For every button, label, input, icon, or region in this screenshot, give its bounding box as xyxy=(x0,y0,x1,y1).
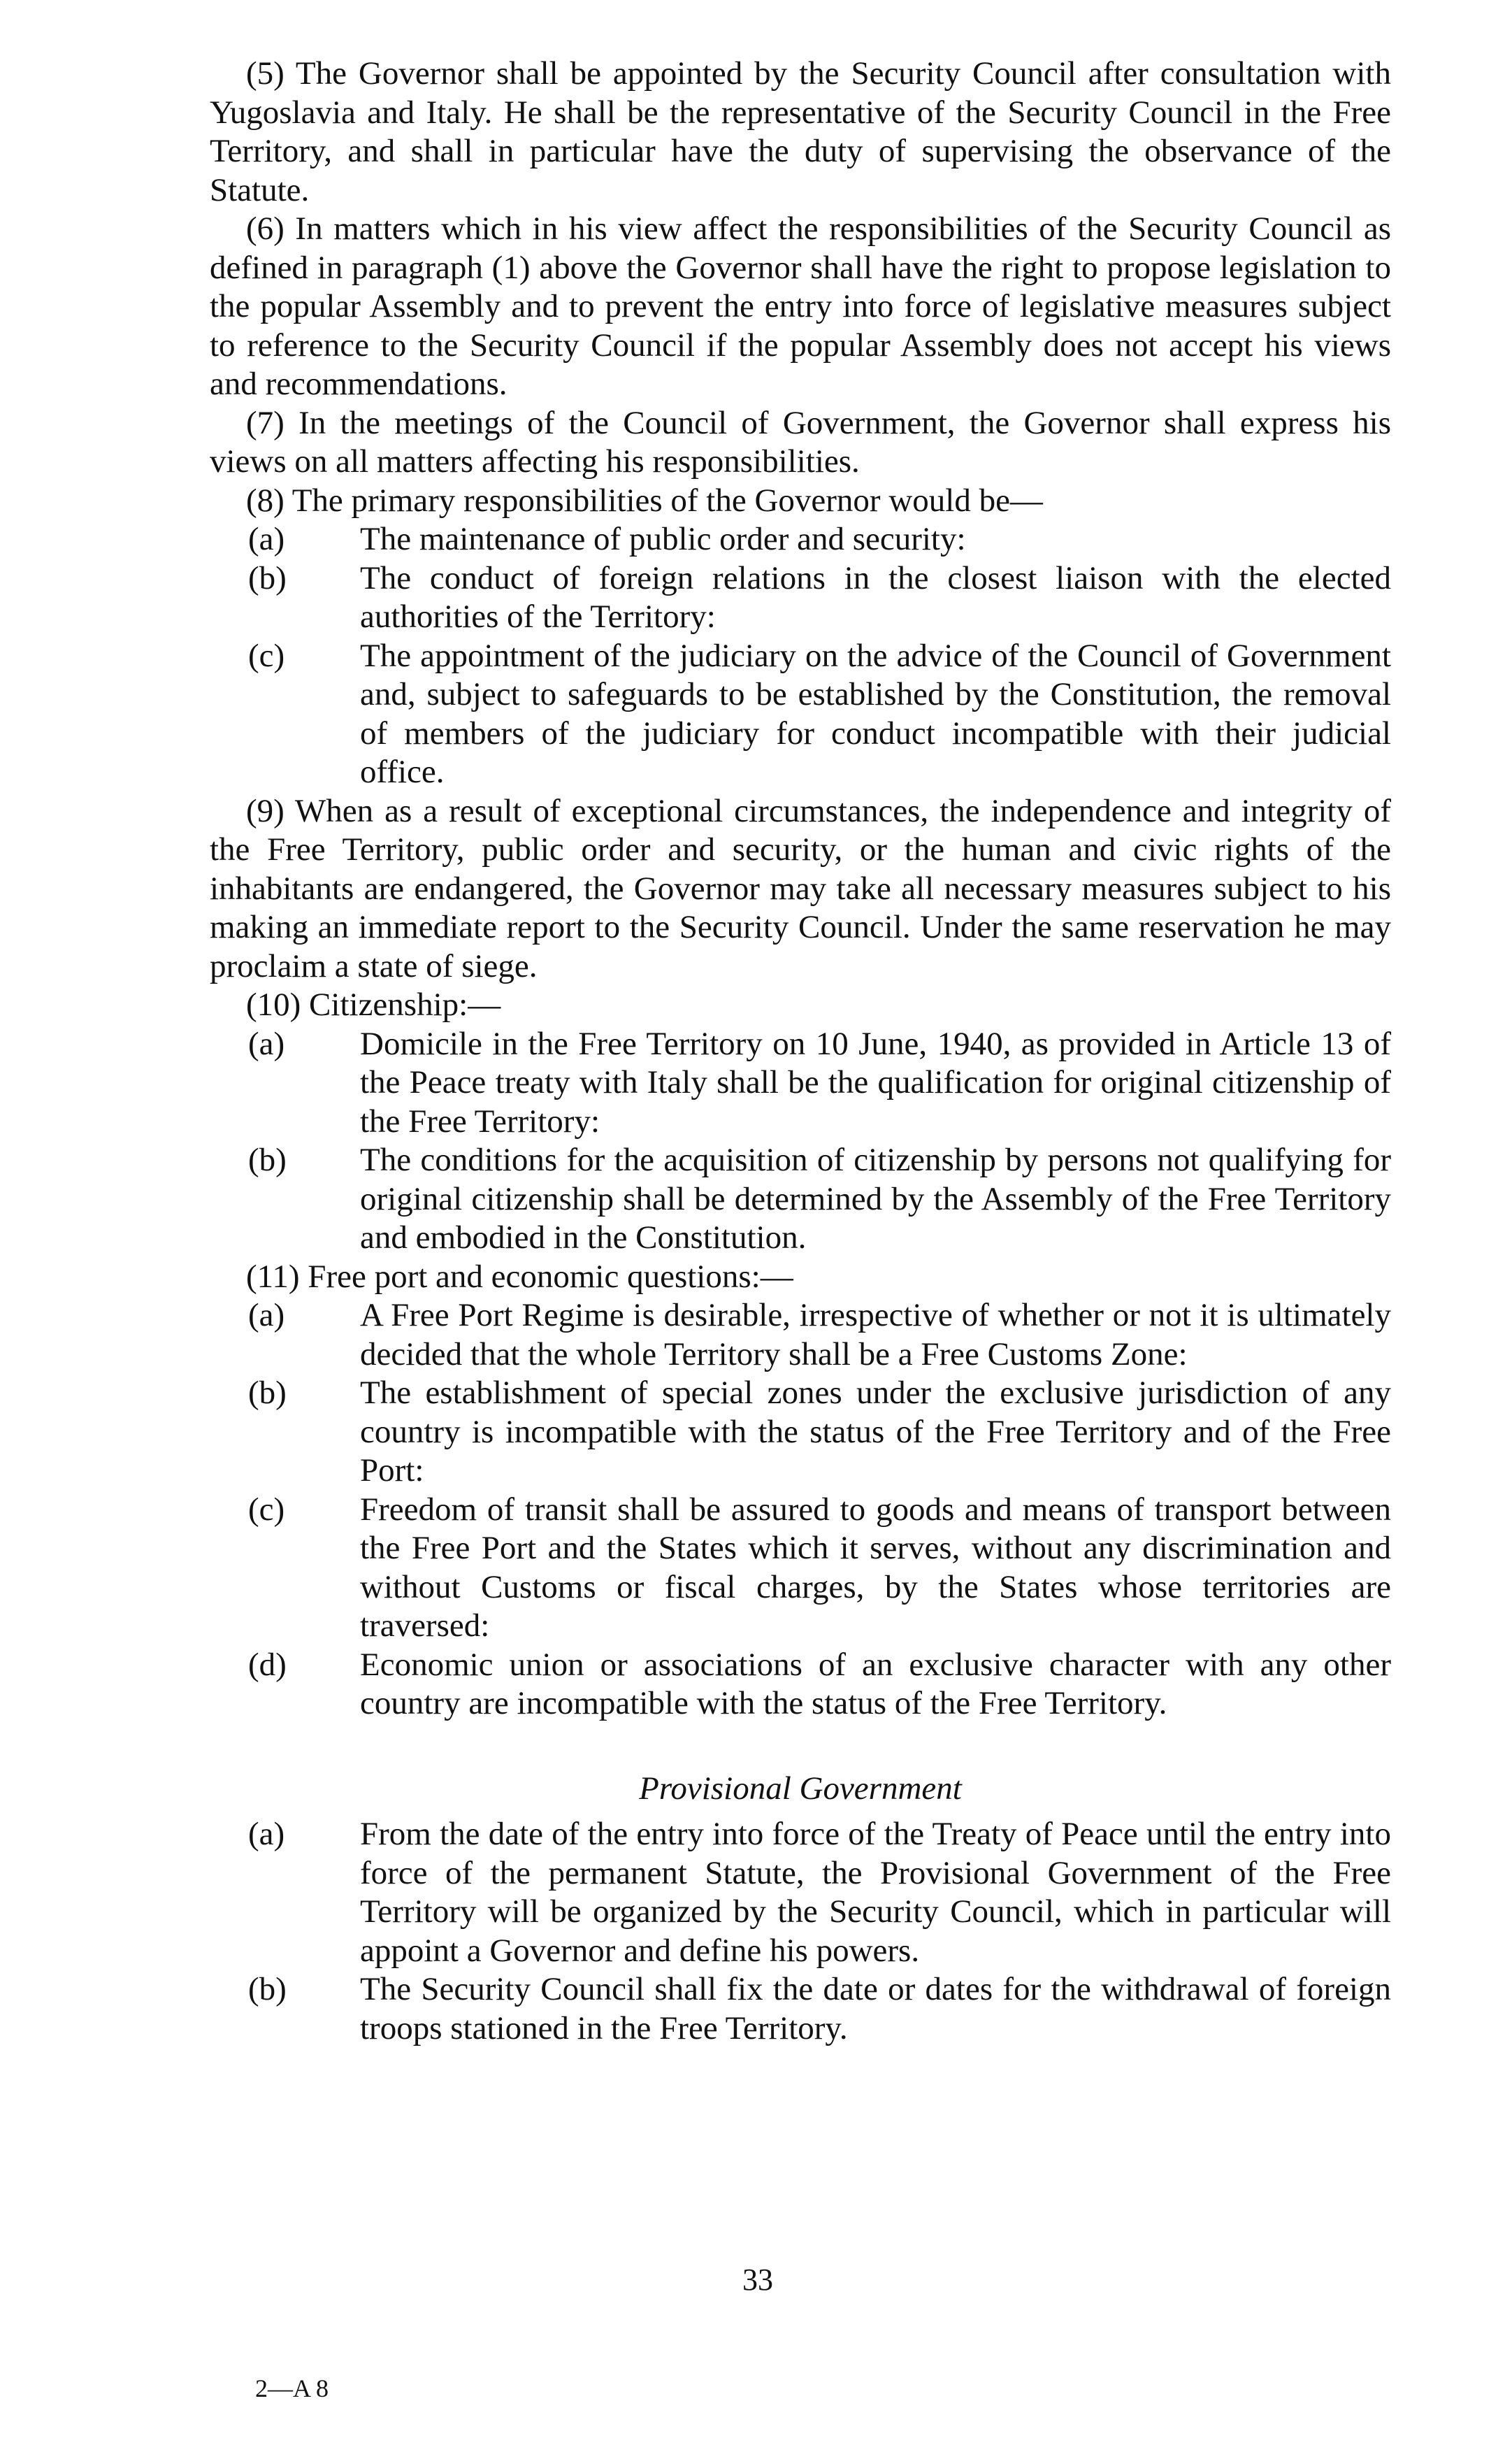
item-text: The conduct of foreign relations in the closest liaison with the elected authorities of the Territory: xyxy=(360,559,1391,635)
item-text: Economic union or associations of an exclusive character with any other country are incompatible with the status of the Free Territory. xyxy=(360,1646,1391,1721)
item-text: The Security Council shall fix the date or dates for the withdrawal of foreign troops stationed in the Free Territory. xyxy=(360,1971,1391,2046)
item-label: (c) xyxy=(248,637,285,674)
item-text: Domicile in the Free Territory on 10 June, 1940, as provided in Article 13 of the Peace treaty with Italy shall be the qualification for original citizenship of the Free Territory: xyxy=(360,1025,1391,1140)
document-body xyxy=(210,55,1391,2048)
item-label: (a) xyxy=(248,1816,285,1852)
paragraph-6: (6) In matters which in his view affect the responsibilities of the Security Council as defined in paragraph (1) above the Governor shall have the right to propose legislation to the popular Assembly and to prevent the entry into force of legislative measures subject to reference to the Security Council if the popular Assembly does not accept his views and recommendations. xyxy=(210,210,1391,402)
list-item xyxy=(210,1646,1391,1723)
list-item xyxy=(210,1374,1391,1491)
item-text: From the date of the entry into force of the Treaty of Peace until the entry into force of the permanent Statute, the Provisional Government of the Free Territory will be organized by the Security Council, which in particular will appoint a Governor and define his powers. xyxy=(360,1816,1391,1969)
paragraph-11: (11) Free port and economic questions:— xyxy=(246,1258,793,1295)
list-item xyxy=(210,1141,1391,1258)
list-item xyxy=(210,1970,1391,2048)
paragraph-8: (8) The primary responsibilities of the Governor would be— xyxy=(246,482,1043,519)
item-label: (b) xyxy=(248,559,287,596)
item-label: (a) xyxy=(248,521,285,557)
item-text: The conditions for the acquisition of citizenship by persons not qualifying for original citizenship shall be determined by the Assembly of the Free Territory and embodied in the Constitution. xyxy=(360,1142,1391,1256)
item-label: (b) xyxy=(248,1375,287,1411)
section-heading: Provisional Government xyxy=(639,1770,962,1807)
footer-reference: 2—A 8 xyxy=(255,2374,329,2402)
item-label: (a) xyxy=(248,1025,285,1062)
list-item xyxy=(210,520,1391,559)
paragraph-7: (7) In the meetings of the Council of Government, the Governor shall express his views on all matters affecting his responsibilities. xyxy=(210,404,1391,480)
list-item xyxy=(210,1491,1391,1646)
item-text: The establishment of special zones under the exclusive jurisdiction of any country is incompatible with the status of the Free Territory and of the Free Port: xyxy=(360,1375,1391,1489)
list-item xyxy=(210,637,1391,792)
list-item xyxy=(210,1815,1391,1970)
paragraph-9: (9) When as a result of exceptional circumstances, the independence and integrity of the Free Territory, public order and security, or the human and civic rights of the inhabitants are endangered, the Governor may take all necessary measures subject to his making an immediate report to the Security Council. Under the same reservation he may proclaim a state of siege. xyxy=(210,792,1391,984)
paragraph-5: (5) The Governor shall be appointed by the Security Council after consultation with Yugoslavia and Italy. He shall be the representative of the Security Council in the Free Territory, and shall in particular have the duty of supervising the observance of the Statute. xyxy=(210,55,1391,208)
item-label: (b) xyxy=(248,1971,287,2007)
item-text: The maintenance of public order and security: xyxy=(360,521,966,557)
item-label: (a) xyxy=(248,1297,285,1333)
item-label: (b) xyxy=(248,1142,287,1178)
item-text: A Free Port Regime is desirable, irrespective of whether or not it is ultimately decided that the whole Territory shall be a Free Customs Zone: xyxy=(360,1297,1391,1372)
item-text: The appointment of the judiciary on the advice of the Council of Government and, subject to safeguards to be established by the Constitution, the removal of members of the judiciary for conduct incompatible with their judicial office. xyxy=(360,637,1391,790)
item-label: (c) xyxy=(248,1491,285,1528)
list-item xyxy=(210,1296,1391,1374)
paragraph-10: (10) Citizenship:— xyxy=(246,987,501,1023)
item-text: Freedom of transit shall be assured to goods and means of transport between the Free Port and the States which it serves, without any discrimination and without Customs or fiscal charges, by the States whose territories are traversed: xyxy=(360,1491,1391,1644)
item-label: (d) xyxy=(248,1646,287,1683)
list-item xyxy=(210,1025,1391,1142)
page-number: 33 xyxy=(742,2263,773,2297)
list-item xyxy=(210,559,1391,637)
